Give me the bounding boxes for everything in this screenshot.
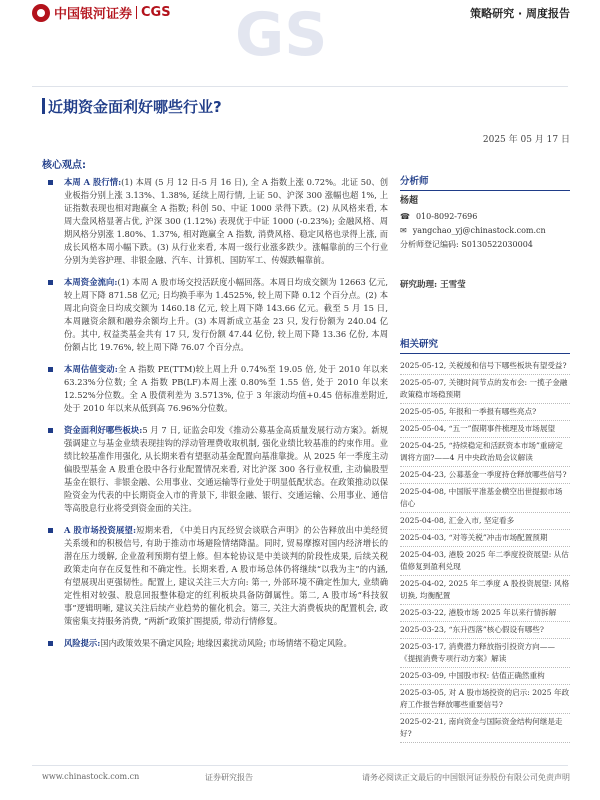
analyst-cert: 分析师登记编码: S0130522030004 (400, 240, 533, 249)
paragraph-body: (1) 本周 (5 月 12 日-5 月 16 日), 全 A 指数上涨 0.72%。北证 50、创业板指分别上涨 3.13%、1.38%, 延续上周行情, 上证 50、沪深 300 涨幅也超 1%, 上证指数表现也相对跑赢全 A 指数; 科创 50、中证 1000 录得下跌。(2) 从风格来看, 本周大盘风格显著占优, 沪深 300 (1.12%) 表现优于中证 1000 (-0.23%); 金融风格、周期风格分别涨 1.80%、1.37%, 相对跑赢全 A 指数, 消费风格、稳定风格也录得上涨, 而成长风格本周小幅下跌。(3) 从行业来看, 本周一级行业涨多跌少。涨幅靠前的三个行业分别为美容护理、非银金融、汽车、计算机、国防军工、传媒跌幅靠前。 (64, 177, 388, 265)
cert-row (400, 239, 570, 251)
research-assistant: 研究助理: 王雪莹 (400, 280, 466, 290)
paragraph-sectors (48, 424, 388, 515)
related-item[interactable]: 2025-05-05, 年报和一季报有哪些亮点? (400, 404, 570, 421)
footer-site[interactable]: www.chinastock.com.cn (42, 772, 140, 781)
paragraph-body: 国内政策效果不确定风险; 地缘因素扰动风险; 市场情绪不稳定风险。 (100, 638, 352, 648)
core-view-label: 核心观点: (42, 160, 86, 171)
header-divider (32, 86, 568, 87)
paragraph-head: 本周估值变动: (64, 364, 118, 374)
related-item[interactable]: 2025-04-23, 公募基金一季度持仓释放哪些信号? (400, 467, 570, 484)
related-item[interactable]: 2025-03-05, 对 A 股市场投资的启示: 2025 年政府工作报告释放哪些重要信号? (400, 685, 570, 714)
paragraph-funds (48, 276, 388, 354)
related-item[interactable]: 2025-05-07, 关键时间节点的发布会: 一揽子金融政策稳市场稳预期 (400, 375, 570, 404)
paragraph-head: 风险提示: (64, 638, 101, 648)
paragraph-outlook (48, 524, 388, 628)
related-item[interactable]: 2025-03-09, 中国股市权: 估值正确然重构 (400, 668, 570, 685)
related-item[interactable]: 2025-04-02, 2025 年二季度 A 股投资展望: 风格切换, 均衡配置 (400, 576, 570, 605)
related-item[interactable]: 2025-04-08, 汇金入市, 坚定看多 (400, 513, 570, 530)
related-item[interactable]: 2025-03-22, 港股市场 2025 年以来行情拆解 (400, 605, 570, 622)
brand-logo (32, 3, 171, 22)
email-icon: ✉ (400, 226, 407, 235)
page-header (0, 0, 600, 70)
analyst-name: 杨超 (400, 196, 419, 206)
footer-divider (32, 765, 568, 766)
footer-label: 证券研究报告 (205, 773, 253, 782)
related-item[interactable]: 2025-03-23, “东升西落”核心假设有哪些? (400, 622, 570, 639)
phone-row (400, 211, 570, 223)
paragraph-head: 资金面利好哪些板块: (64, 425, 143, 435)
phone-icon: ☎ (400, 212, 410, 221)
related-research-list (400, 358, 570, 743)
paragraph-body: 全 A 指数 PE(TTM)较上周上升 0.74%至 19.05 倍, 处于 2010 年以来 63.23%分位数; 全 A 指数 PB(LF)本周上涨 0.80%至 1.55 倍, 处于 2010 年以来 12.52%分位数。全 A 股债利差为 3.5713%, 位于 3 年滚动均值+0.45 倍标准差附近, 处于 2010 年以来从低到高 76.96%分位数。 (64, 364, 388, 413)
email-row (400, 225, 570, 237)
bullet-square-icon (48, 428, 53, 433)
paragraph-head: A 股市场投资展望: (64, 525, 137, 535)
title-accent (42, 98, 45, 114)
sidebar (400, 176, 570, 743)
paragraph-head: 本周 A 股行情: (64, 177, 122, 187)
email-address[interactable]: yangchao_yj@chinastock.com.cn (412, 226, 546, 235)
paragraph-risk (48, 637, 388, 650)
related-item[interactable]: 2025-04-25, “持续稳定和活跃资本市场”重磅定调将方面?——4 月中央政治局会议解读 (400, 438, 570, 467)
analyst-heading: 分析师 (400, 176, 570, 191)
related-item[interactable]: 2025-05-12, 关税缓和信号下哪些板块有望受益? (400, 358, 570, 375)
bullet-square-icon (48, 528, 53, 533)
logo-en-text: CGS (141, 5, 171, 20)
bullet-square-icon (48, 367, 53, 372)
paragraph-head: 本周资金流向: (64, 277, 118, 287)
logo-divider (136, 6, 137, 19)
related-item[interactable]: 2025-05-04, “五一”假期事件梳理及市场展望 (400, 421, 570, 438)
paragraph-body: 5 月 7 日, 证监会印发《推动公募基金高质量发展行动方案》。新规强调建立与基金业绩表现挂钩的浮动管理费收取机制, 强化业绩比较基准的约束作用。业绩比较基准作用强化, 从长期来看有望驱动基金配置向基准靠拢。从 2025 年一季度主动偏股型基金 A 股重仓股中各行业配置情况来看, 对比沪深 300 各行业权重, 主动偏股型基金在银行、非银金融、公用事业、交通运输等行业处于明显低配状态。在政策推动以保险资金为代表的中长期资金入市的背景下, 非银金融、银行、交通运输、公用事业、通信等高股息行业将受到资金面的关注。 (64, 425, 388, 513)
related-item[interactable]: 2025-04-03, 港股 2025 年二季度投资展望: 从估值修复到盈利兑现 (400, 547, 570, 576)
bullet-square-icon (48, 180, 53, 185)
paragraph-body: 短期来看, 《中美日内瓦经贸会谈联合声明》的公告释放出中美经贸关系缓和的积极信号, 有助于推动市场避险情绪降温。同时, 贸易摩擦对国内经济增长的潜在压力缓解, 企业盈利预期有望上修。但本轮协议是中美谈判的阶段性成果, 后续关税政策走向存在反复性和不确定性。长期来看, A 股市场总体仍将继续“以我为主”的内涵, 有望展现出更强韧性。配置上, 建议关注三大方向: 第一, 外部环境不确定性加大, 业绩确定性相对较强、股息回报整体稳定的红利板块具备防御属性。第二, A 股市场“科技叙事”逻辑明晰, 建议关注后续产业趋势的催化机会。第三, 关注大消费板块的配置机会, 政策密集支持服务消费, “两新”政策扩围提质, 带动行情修复。 (64, 525, 388, 626)
report-date: 2025 年 05 月 17 日 (482, 135, 570, 145)
bullet-square-icon (48, 641, 53, 646)
bullet-square-icon (48, 280, 53, 285)
svg-text:GS: GS (235, 0, 328, 70)
watermark-graphic (225, 0, 365, 70)
paragraph-market (48, 176, 388, 267)
related-research-heading: 相关研究 (400, 339, 570, 354)
footer-disclaimer: 请务必阅读正文最后的中国银河证券股份有限公司免责声明 (362, 773, 570, 782)
logo-cn-text: 中国银河证券 (54, 7, 133, 22)
related-item[interactable]: 2025-04-08, 中国版平准基金横空出世提振市场信心 (400, 484, 570, 513)
report-title: 近期资金面利好哪些行业? (48, 98, 222, 116)
related-item[interactable]: 2025-04-03, “对等关税”冲击市场配置预期 (400, 530, 570, 547)
main-content (48, 176, 388, 659)
paragraph-body: (1) 本周 A 股市场交投活跃度小幅回落。本周日均成交额为 12663 亿元, 较上周下降 871.58 亿元; 日均换手率为 1.4525%, 较上周下降 0.12 个百分点。(2) 本周北向资金日均成交额为 1460.18 亿元, 较上周下降 143.66 亿元。截至 5 月 15 日, 本周融资余额和融券余额均上升。(3) 本周新成立基金 23 只, 发行份额为 240.04 亿份。其中, 权益类基金共有 17 只, 发行份额 47.44 亿份, 较上周下降 13.36 亿份, 本周份额占比 19.76%, 较上周下降 76.07 个百分点。 (64, 277, 388, 352)
phone-number: 010-8092-7696 (415, 212, 478, 221)
related-item[interactable]: 2025-03-17, 消费潜力释放指引投资方向——《提振消费专项行动方案》解读 (400, 639, 570, 668)
paragraph-valuation (48, 363, 388, 415)
report-type: 策略研究 · 周度报告 (470, 7, 570, 20)
logo-emblem-icon (32, 4, 50, 22)
related-item[interactable]: 2025-02-21, 南向资金与国际资金结构何继是走好? (400, 714, 570, 743)
